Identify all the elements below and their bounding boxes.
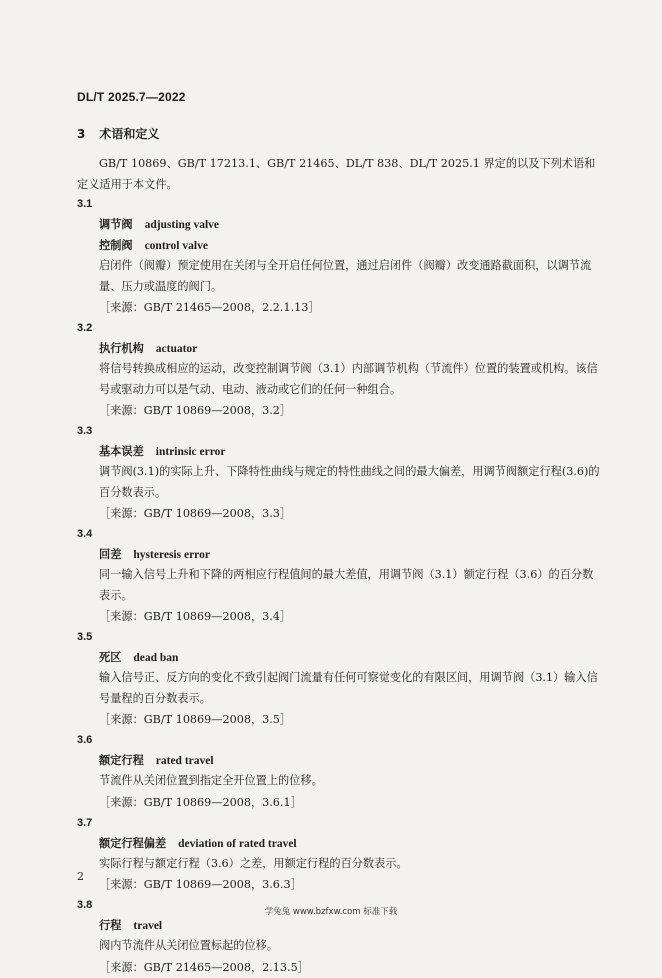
term-number: 3.6 [77,734,93,746]
term-definition: 阀内节流件从关闭位置标起的位移。 [99,939,279,952]
term-source: ［来源：GB/T 10869—2008，3.4］ [99,610,292,623]
section-title: 术语和定义 [99,127,160,141]
term-name [77,214,602,235]
term-name-zh: 控制阀 [99,239,133,252]
term-source: ［来源：GB/T 21465—2008，2.13.5］ [99,960,309,974]
term-definition: 输入信号正、反方向的变化不致引起阀门流量有任何可察觉变化的有限区间，用调节阀（3.1）输入信号量程的百分数表示。 [99,671,598,705]
intro-paragraph: GB/T 10869、GB/T 17213.1、GB/T 21465、DL/T 838、DL/T 2025.1 界定的以及下列术语和定义适用于本文件。 [77,157,596,191]
term-name [77,235,602,256]
term-name-zh: 执行机构 [99,342,144,355]
term-definition: 启闭件（阀瓣）预定使用在关闭与全开启任何位置，通过启闭件（阀瓣）改变通路截面积，以调节流量、压力或温度的阀门。 [99,259,592,293]
term-name-zh: 额定行程偏差 [99,836,167,850]
term-source: ［来源：GB/T 21465—2008，2.2.1.13］ [99,301,320,314]
term-name-en: control valve [144,240,208,252]
page-number: 2 [77,870,84,883]
term-number: 3.8 [77,899,93,911]
term-entry [77,730,602,813]
term-name-zh: 额定行程 [99,754,144,767]
term-number: 3.4 [77,528,93,540]
term-definition: 节流件从关闭位置到指定全开位置上的位移。 [99,774,323,787]
term-entry [77,421,602,524]
section-heading [77,125,159,142]
term-name-en: dead ban [133,652,179,664]
document-code: DL/T 2025.7—2022 [77,90,186,104]
term-name-en: hysteresis error [133,549,210,561]
term-source: ［来源：GB/T 10869—2008，3.5］ [99,713,292,726]
term-name-en: travel [133,920,163,932]
watermark-footer: 学兔兔 www.bzfxw.com 标准下载 [264,907,398,917]
term-source: ［来源：GB/T 10869—2008，3.6.1］ [99,795,302,809]
term-entry [77,627,602,730]
term-name-zh: 行程 [99,919,122,932]
term-entry [77,813,602,896]
term-name-en: rated travel [155,755,214,767]
term-name-zh: 回差 [99,548,122,561]
term-name-zh: 死区 [99,651,122,664]
term-source: ［来源：GB/T 10869—2008，3.6.3］ [99,878,302,891]
term-name [77,750,602,771]
term-definition: 将信号转换成相应的运动，改变控制调节阀（3.1）内部调节机构（节流件）位置的装置或机构。该信号或驱动力可以是气动、电动、液动或它们的任何一种组合。 [99,362,598,396]
term-name-en: actuator [155,343,198,355]
term-name-zh: 调节阀 [99,218,133,231]
term-name [77,833,602,854]
term-name-en: deviation of rated travel [178,837,297,850]
term-number: 3.1 [77,198,93,210]
term-number: 3.3 [77,425,93,437]
term-definition: 同一输入信号上升和下降的两相应行程值间的最大差值，用调节阀（3.1）额定行程（3.6）的百分数表示。 [99,568,594,602]
section-number: 3 [77,127,86,141]
term-name [77,338,602,359]
term-number: 3.7 [77,816,93,829]
term-number: 3.5 [77,631,93,643]
term-number: 3.2 [77,322,93,334]
term-name-en: adjusting valve [144,219,220,231]
term-definition: 实际行程与额定行程（3.6）之差，用额定行程的百分数表示。 [99,856,408,870]
term-name-zh: 基本误差 [99,445,144,458]
term-name [77,915,602,936]
term-name [77,441,602,462]
term-name [77,647,602,668]
term-entry [77,318,602,421]
term-name-en: intrinsic error [155,446,226,458]
term-source: ［来源：GB/T 10869—2008，3.3］ [99,507,292,520]
term-entry [77,194,602,318]
term-source: ［来源：GB/T 10869—2008，3.2］ [99,404,292,417]
term-definition: 调节阀(3.1)的实际上升、下降特性曲线与规定的特性曲线之间的最大偏差，用调节阀额定行程(3.6)的百分数表示。 [99,465,600,499]
term-entry [77,524,602,627]
terms-list [77,194,602,978]
term-name [77,544,602,565]
